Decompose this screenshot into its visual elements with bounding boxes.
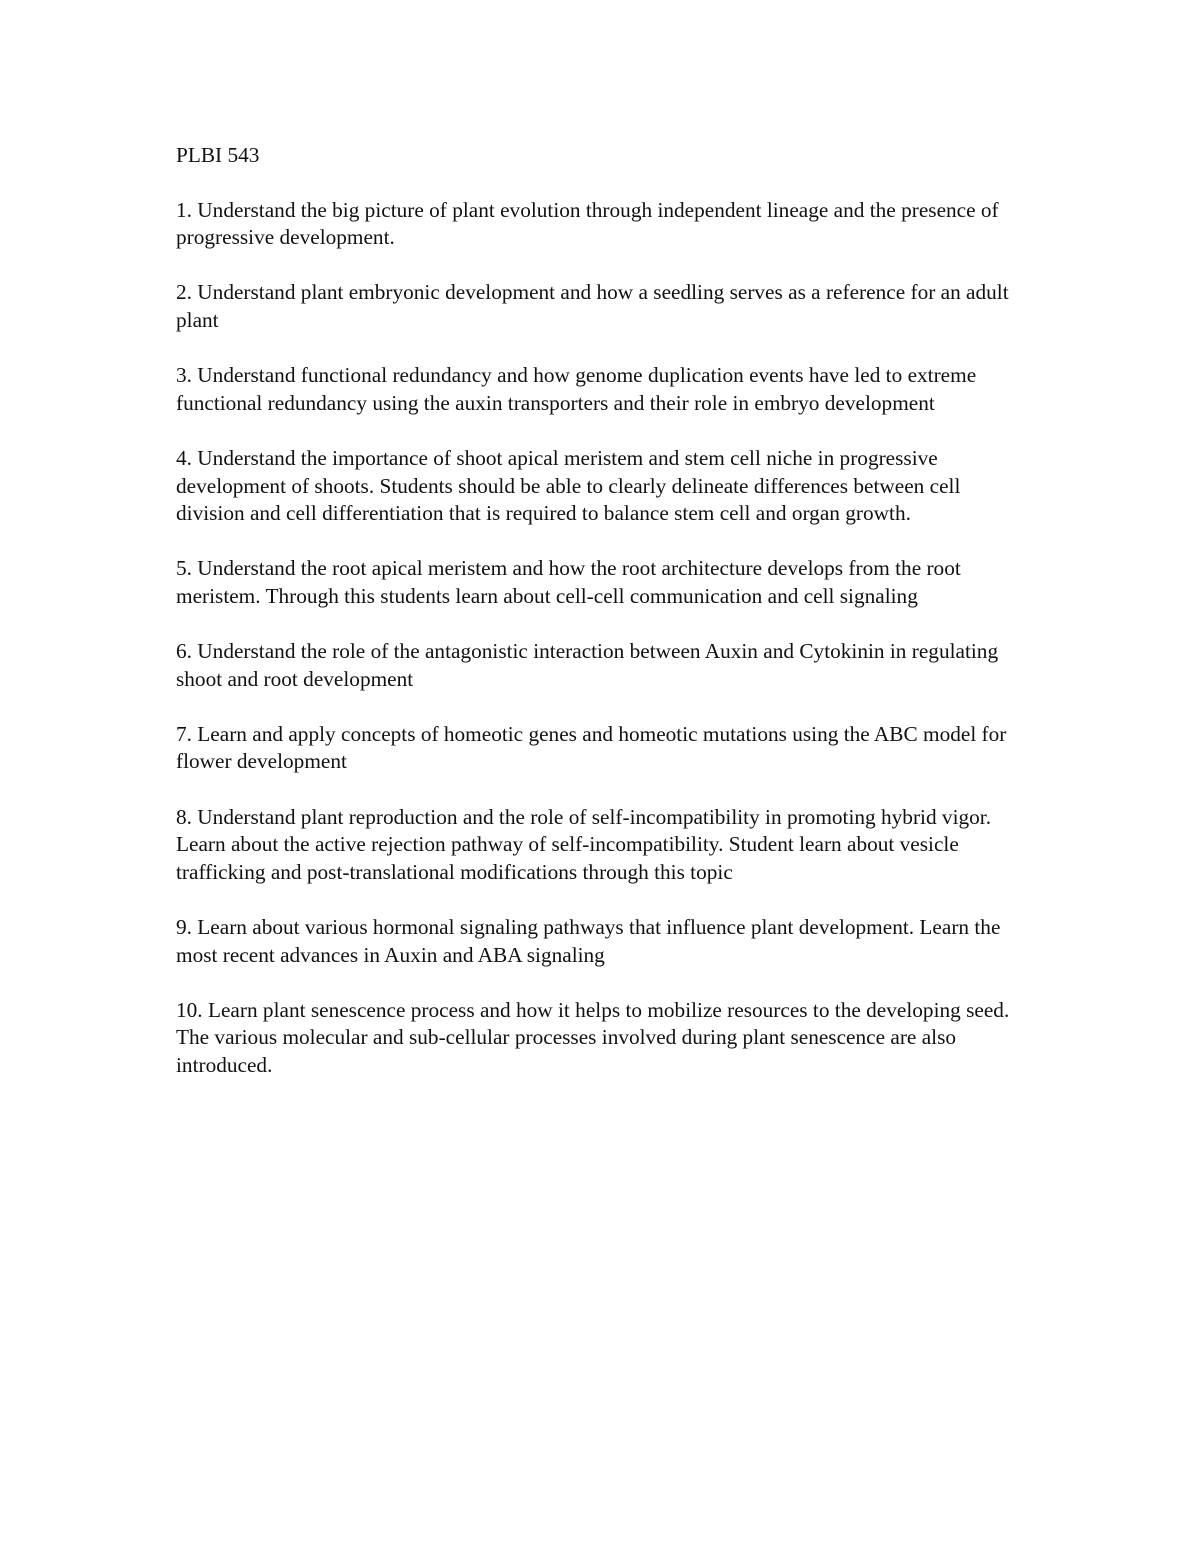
objective-3: 3. Understand functional redundancy and how genome duplication events have led to extreme functional redundancy using the auxin transporters and their role in embryo development <box>176 363 977 415</box>
objective-2: 2. Understand plant embryonic development and how a seedling serves as a reference for an adult plant <box>176 280 1009 332</box>
objective-4: 4. Understand the importance of shoot apical meristem and stem cell niche in progressive development of shoots. Students should be able to clearly delineate differences between cell division and cell differentiation that is required to balance stem cell and organ growth. <box>176 445 961 526</box>
objective-10: 10. Learn plant senescence process and how it helps to mobilize resources to the developing seed. The various molecular and sub-cellular processes involved during plant senescence are also introduced. <box>176 997 1010 1077</box>
objective-1: 1. Understand the big picture of plant evolution through independent lineage and the presence of progressive development. <box>176 197 999 250</box>
objective-8: 8. Understand plant reproduction and the role of self-incompatibility in promoting hybrid vigor. Learn about the active rejection pathway of self-incompatibility. Student learn about vesicle trafficking and post-translational modifications through this topic <box>176 804 992 884</box>
objective-9: 9. Learn about various hormonal signaling pathways that influence plant development. Learn the most recent advances in Auxin and ABA signaling <box>176 915 1001 967</box>
objective-7: 7. Learn and apply concepts of homeotic genes and homeotic mutations using the ABC model for flower development <box>176 721 1007 774</box>
course-title: PLBI 543 <box>176 143 260 167</box>
objective-6: 6. Understand the role of the antagonistic interaction between Auxin and Cytokinin in regulating shoot and root development <box>176 639 999 691</box>
objective-5: 5. Understand the root apical meristem and how the root architecture develops from the root meristem. Through this students learn about cell-cell communication and cell signaling <box>176 556 961 608</box>
document-body <box>176 142 1026 1107</box>
